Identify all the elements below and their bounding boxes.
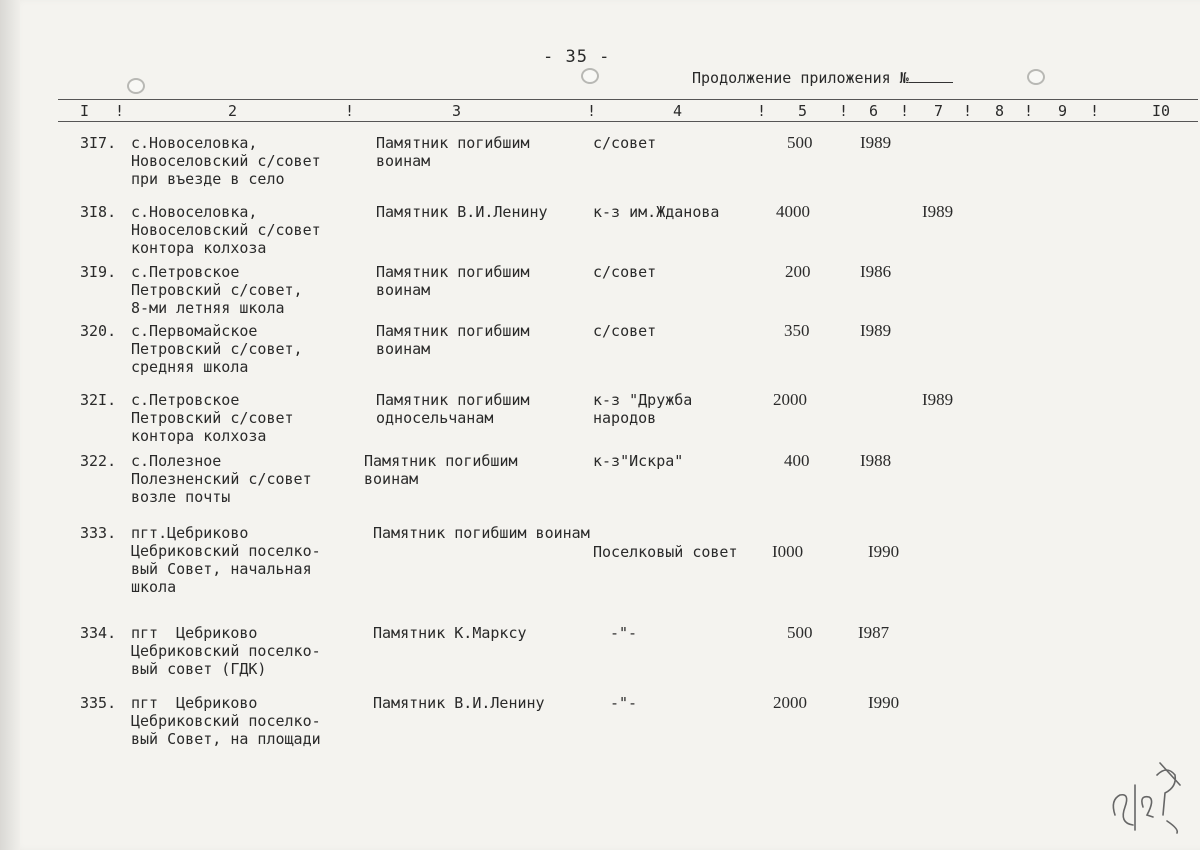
- monument-cell: Памятник погибшим воинам: [376, 134, 530, 170]
- punch-hole: [581, 68, 599, 84]
- location-cell: с.Полезное Полезненский с/совет возле почты: [131, 452, 312, 506]
- location-cell: с.Петровское Петровский с/совет контора колхоза: [131, 391, 294, 445]
- value-cell: 500: [787, 623, 813, 642]
- owner-cell: с/совет: [593, 263, 657, 281]
- owner-cell: -"-: [610, 694, 638, 712]
- owner-cell: к-з"Искра": [593, 452, 684, 470]
- value-cell: 4000: [776, 202, 810, 221]
- handwritten-archive-mark: [1105, 745, 1185, 835]
- value-cell: I000: [772, 542, 804, 561]
- col-header-10: I0: [1152, 102, 1171, 120]
- monument-cell: Памятник погибшим воинам: [364, 452, 518, 488]
- monument-cell: Памятник В.И.Ленину: [373, 694, 545, 712]
- row-number: 335.: [80, 694, 117, 712]
- row-number: 320.: [80, 322, 117, 340]
- year-cell: I987: [858, 623, 890, 642]
- owner-cell: к-з "Дружба народов: [593, 391, 693, 427]
- year-cell: I990: [868, 542, 900, 561]
- value-cell: 2000: [773, 693, 807, 712]
- location-cell: с.Первомайское Петровский с/совет, средняя школа: [131, 322, 303, 376]
- monument-cell: Памятник погибшим воинам: [376, 322, 530, 358]
- value-cell: 500: [787, 133, 813, 152]
- col-header-8: 8: [995, 102, 1005, 120]
- row-number: 3I8.: [80, 203, 117, 221]
- page-binding-edge: [0, 0, 20, 850]
- col-header-4: 4: [673, 102, 683, 120]
- monument-cell: Памятник погибшим воинам: [373, 524, 590, 542]
- value-cell: 350: [784, 321, 810, 340]
- monument-cell: Памятник В.И.Ленину: [376, 203, 548, 221]
- value-cell: 2000: [773, 390, 807, 409]
- location-cell: с.Петровское Петровский с/совет, 8-ми летняя школа: [131, 263, 303, 317]
- location-cell: пгт Цебриково Цебриковский поселко- вый совет (ГДК): [131, 624, 321, 678]
- owner-cell: с/совет: [593, 134, 657, 152]
- appendix-label: Продолжение приложения №: [692, 69, 909, 87]
- monument-cell: Памятник погибшим воинам: [376, 263, 530, 299]
- year-cell: I986: [860, 262, 892, 281]
- col-separator: !: [839, 102, 849, 120]
- year-cell: I989: [860, 133, 892, 152]
- row-number: 334.: [80, 624, 117, 642]
- appendix-number-blank: [909, 68, 953, 83]
- col-separator: !: [1090, 102, 1100, 120]
- location-cell: пгт Цебриково Цебриковский поселко- вый Совет, на площади: [131, 694, 321, 748]
- owner-cell: -"-: [610, 624, 638, 642]
- appendix-continuation: [692, 68, 953, 87]
- row-number: 3I9.: [80, 263, 117, 281]
- header-bottom-rule: [58, 121, 1198, 122]
- year-cell: I989: [860, 321, 892, 340]
- col-header-2: 2: [228, 102, 238, 120]
- col-separator: !: [345, 102, 355, 120]
- row-number: 3I7.: [80, 134, 117, 152]
- monument-cell: Памятник погибшим односельчанам: [376, 391, 530, 427]
- value-cell: 400: [784, 451, 810, 470]
- col-header-9: 9: [1058, 102, 1068, 120]
- year-cell: I990: [868, 693, 900, 712]
- col-separator: !: [587, 102, 597, 120]
- col-header-1: I: [80, 102, 90, 120]
- year-cell-col7: I989: [922, 202, 954, 221]
- col-separator: !: [757, 102, 767, 120]
- value-cell: 200: [785, 262, 811, 281]
- owner-cell: к-з им.Жданова: [593, 203, 720, 221]
- punch-hole: [1027, 69, 1045, 85]
- owner-cell: Поселковый совет: [593, 543, 738, 561]
- col-header-3: 3: [452, 102, 462, 120]
- col-separator: !: [900, 102, 910, 120]
- year-cell: I988: [860, 451, 892, 470]
- col-header-5: 5: [798, 102, 808, 120]
- location-cell: с.Новоселовка, Новоселовский с/совет при въезде в село: [131, 134, 321, 188]
- row-number: 333.: [80, 524, 117, 542]
- row-number: 32I.: [80, 391, 117, 409]
- monument-cell: Памятник К.Марксу: [373, 624, 527, 642]
- col-separator: !: [963, 102, 973, 120]
- location-cell: пгт.Цебриково Цебриковский поселко- вый Совет, начальная школа: [131, 524, 321, 596]
- owner-cell: с/совет: [593, 322, 657, 340]
- punch-hole: [127, 78, 145, 94]
- page-number: - 35 -: [543, 47, 611, 67]
- col-separator: !: [115, 102, 125, 120]
- col-header-6: 6: [869, 102, 879, 120]
- row-number: 322.: [80, 452, 117, 470]
- header-top-rule: [58, 99, 1198, 100]
- year-cell-col7: I989: [922, 390, 954, 409]
- location-cell: с.Новоселовка, Новоселовский с/совет контора колхоза: [131, 203, 321, 257]
- col-header-7: 7: [934, 102, 944, 120]
- col-separator: !: [1024, 102, 1034, 120]
